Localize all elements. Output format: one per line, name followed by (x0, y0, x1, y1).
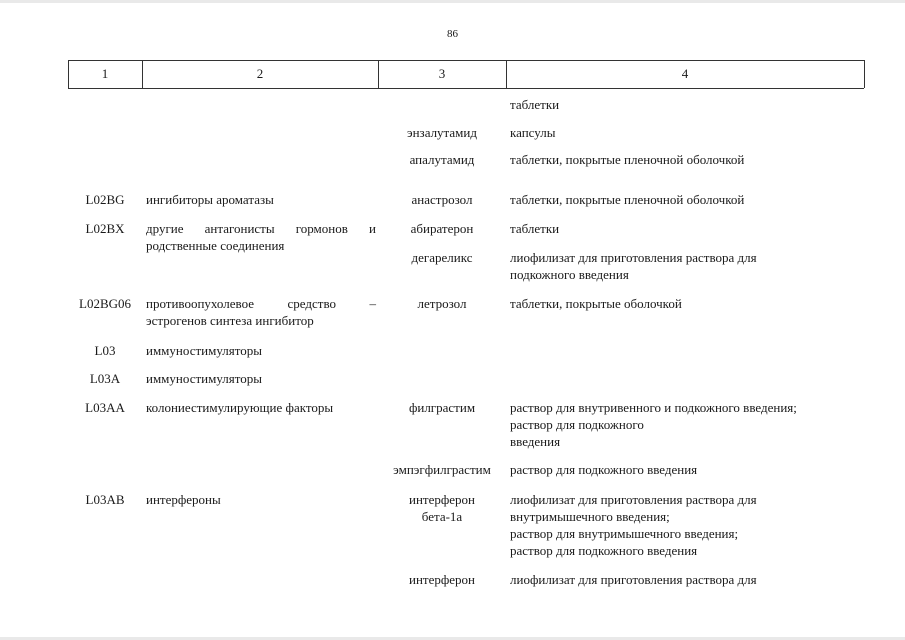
table-header-bottom-border (68, 88, 864, 89)
dosage-form: раствор для внутривенного и подкожного введения; (510, 400, 797, 415)
dosage-form: введения (510, 434, 561, 449)
drug-name: апалутамид (409, 152, 475, 167)
atc-code: L02BG06 (79, 296, 131, 311)
dosage-form: таблетки, покрытые пленочной оболочкой (510, 152, 745, 167)
drug-name: абиратерон (410, 221, 474, 236)
drug-name: интерферон (408, 492, 475, 507)
dosage-form: таблетки, покрытые оболочкой (510, 296, 682, 311)
dosage-form: лиофилизат для приготовления раствора для (510, 492, 757, 507)
dosage-form: лиофилизат для приготовления раствора для (510, 572, 757, 587)
dosage-form: раствор для внутримышечного введения; (510, 526, 739, 541)
drug-name: филграстим (408, 400, 476, 415)
atc-code: L03AA (85, 400, 125, 415)
drug-name: интерферон (408, 572, 475, 587)
atc-group: родственные соединения (146, 238, 285, 253)
atc-group: иммуностимуляторы (146, 371, 262, 386)
atc-code: L02BX (85, 221, 125, 236)
drug-name: анастрозол (411, 192, 473, 207)
atc-group: эстрогенов синтеза ингибитор (146, 313, 314, 328)
atc-code: L02BG (85, 192, 125, 207)
column-header-3: 3 (438, 66, 446, 81)
column-header-1: 1 (101, 66, 109, 81)
atc-group: ингибиторы ароматазы (146, 192, 274, 207)
column-header-2: 2 (256, 66, 264, 81)
atc-group: другие антагонисты гормонов и (146, 221, 376, 236)
atc-group: интерфероны (146, 492, 221, 507)
dosage-form: раствор для подкожного введения (510, 462, 698, 477)
table-header-divider (864, 60, 865, 88)
drug-name: дегареликс (411, 250, 473, 265)
dosage-form: подкожного введения (510, 267, 629, 282)
drug-name: эмпэгфилграстим (393, 462, 491, 477)
atc-code: L03A (89, 371, 121, 386)
dosage-form: таблетки (510, 221, 560, 236)
atc-code: L03 (94, 343, 116, 358)
atc-code: L03AB (85, 492, 125, 507)
table-header-top-border (68, 60, 864, 61)
atc-group: противоопухолевое средство – (146, 296, 376, 311)
drug-name: бета-1a (421, 509, 463, 524)
dosage-form: раствор для подкожного введения (510, 543, 698, 558)
dosage-form: внутримышечного введения; (510, 509, 670, 524)
drug-name: летрозол (417, 296, 467, 311)
dosage-form: раствор для подкожного (510, 417, 644, 432)
dosage-form: капсулы (510, 125, 556, 140)
atc-group: колониестимулирующие факторы (146, 400, 334, 415)
scan-edge-top (0, 0, 905, 3)
drug-name: энзалутамид (407, 125, 477, 140)
page-number: 86 (447, 28, 458, 40)
dosage-form: таблетки, покрытые пленочной оболочкой (510, 192, 745, 207)
dosage-form: лиофилизат для приготовления раствора для (510, 250, 757, 265)
atc-group: иммуностимуляторы (146, 343, 262, 358)
dosage-form: таблетки (510, 97, 560, 112)
column-header-4: 4 (681, 66, 689, 81)
